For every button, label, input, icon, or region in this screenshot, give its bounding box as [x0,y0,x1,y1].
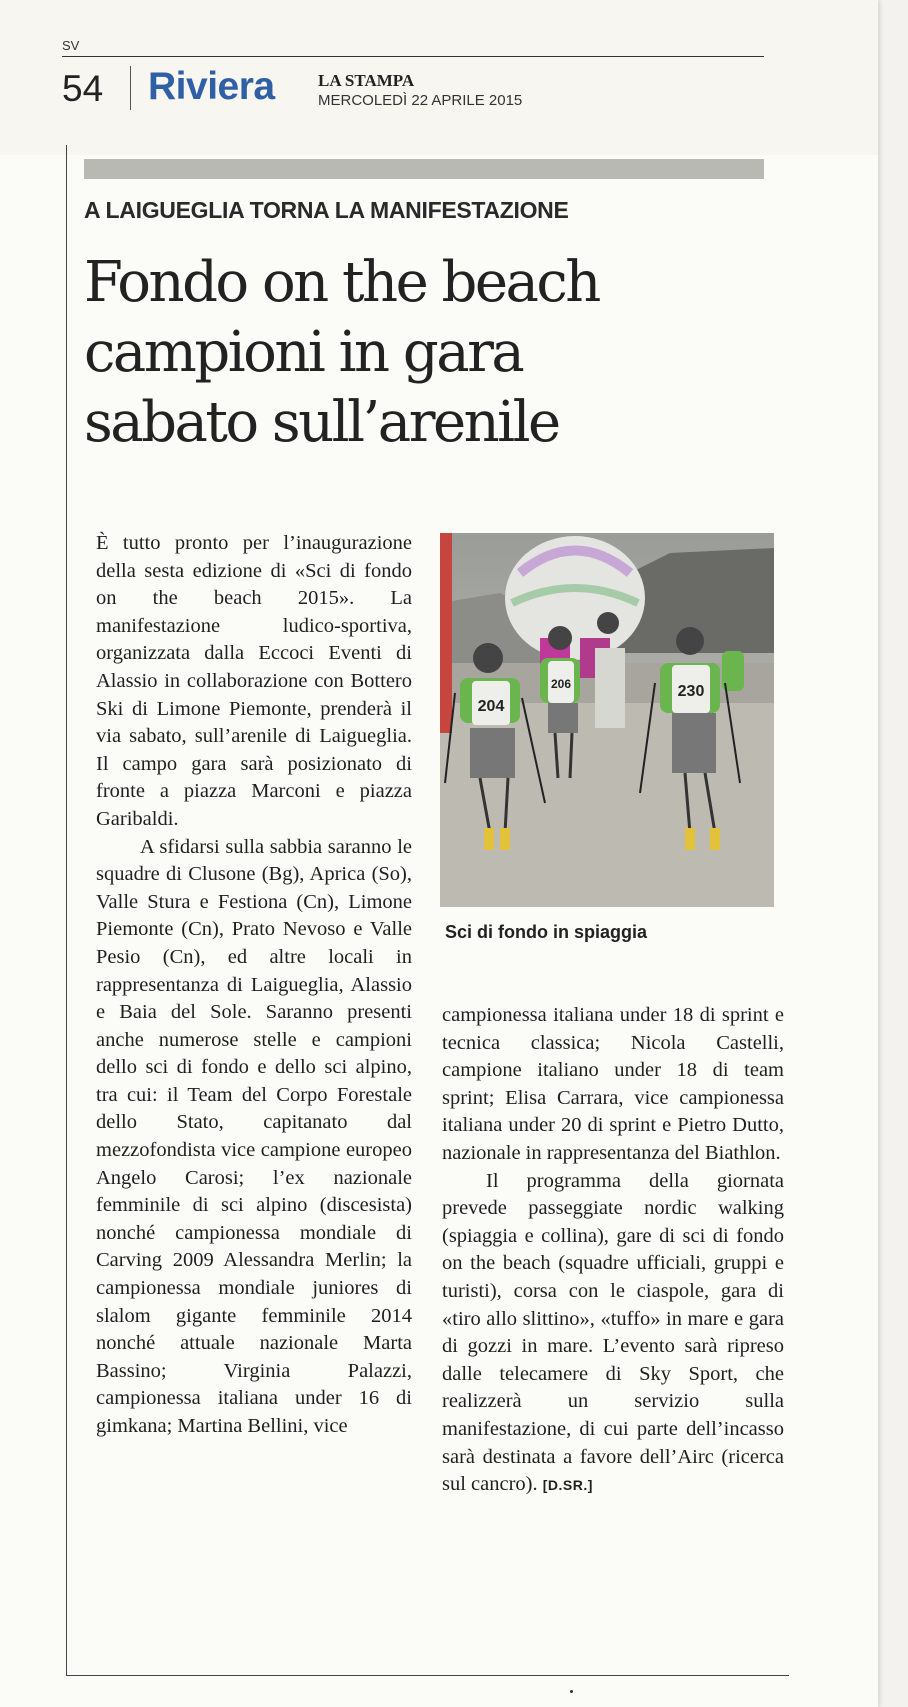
article-top-bar [84,159,764,179]
article-paragraph: È tutto pronto per l’inaugurazione della sesta edizione di «Sci di fondo on the beach 2015». La manifestazione ludico-sportiva, organizzata dalla Eccoci Eventi di Alassio in collaborazione con Bottero Ski di Limone Piemonte, prenderà il via sabato, sull’arenile di Laigueglia. Il campo gara sarà posizionato di fronte a piazza Marconi e piazza Garibaldi. [96,532,412,830]
headline-line: campioni in gara [84,320,523,385]
article-kicker: A LAIGUEGLIA TORNA LA MANIFESTAZIONE [84,197,569,223]
article-paragraph-text: Il programma della giornata prevede passeggiate nordic walking (spiaggia e collina), gare di sci di fondo on the beach (squadre ufficiali, gruppi e turisti), corsa con le ciaspole, gara di «tiro allo slittino», «tuffo» in mare e gara di gozzi in mare. L’evento sarà ripreso dalle telecamere di Sky Sport, che realizzerà un servizio sulla manifestazione, di cui parte dell’incasso sarà destinata a favore dell’Airc (ricerca sul cancro). [442,1169,784,1496]
article-paragraph: campionessa italiana under 18 di sprint e tecnica classica; Nicola Castelli, campione italiano under 18 di team sprint; Elisa Carrara, vice campionessa italiana under 20 di sprint e Pietro Dutto, nazionale in rappresentanza del Biathlon. [442,1004,784,1164]
article-paragraph: A sfidarsi sulla sabbia saranno le squadre di Clusone (Bg), Aprica (So), Valle Stura e Festiona (Cn), Limone Piemonte (Cn), Prato Nevoso e Valle Pesio (Cn), ed altre locali in rappresentanza di Laigueglia, Alassio e Baia del Sole. Saranno presenti anche numerose stelle e campioni dello sci di fondo e dello sci alpino, tra cui: il Team del Corpo Forestale dello Stato, capitanato dal mezzofondista vice campione europeo Angelo Carosi; l’ex nazionale femminile di sci alpino (discesista) nonché campionessa mondiale di Carving 2009 Alessandra Merlin; la campionessa mondiale juniores di slalom gigante femminile 2014 nonché attuale nazionale Marta Bassino; Virginia Palazzi, campionessa italiana under 16 di gimkana; Martina Bellini, vice [96,835,412,1437]
page-header-area [0,0,878,155]
bib-number: 204 [477,698,505,715]
header-separator [130,66,131,110]
header-rule [62,56,764,57]
article-column-left [96,530,412,1441]
article-photo [440,533,774,907]
bib-number: 230 [677,683,705,700]
page-number: 54 [62,68,104,109]
section-name: Riviera [148,65,275,108]
edition-code: SV [62,38,80,53]
masthead: LA STAMPA [318,71,415,90]
skiers-on-beach-photo [440,533,774,907]
photo-caption: Sci di fondo in spiaggia [445,922,648,942]
headline-line: sabato sull’arenile [84,390,559,455]
article-column-right [442,1002,784,1500]
article-paragraph [442,1168,784,1500]
author-signature: [D.SR.] [542,1477,593,1494]
headline-line: Fondo on the beach [84,250,599,315]
publication-date: MERCOLEDÌ 22 APRILE 2015 [318,92,523,109]
article-headline [84,248,774,458]
speck [570,1690,573,1693]
bib-number: 206 [550,677,572,691]
